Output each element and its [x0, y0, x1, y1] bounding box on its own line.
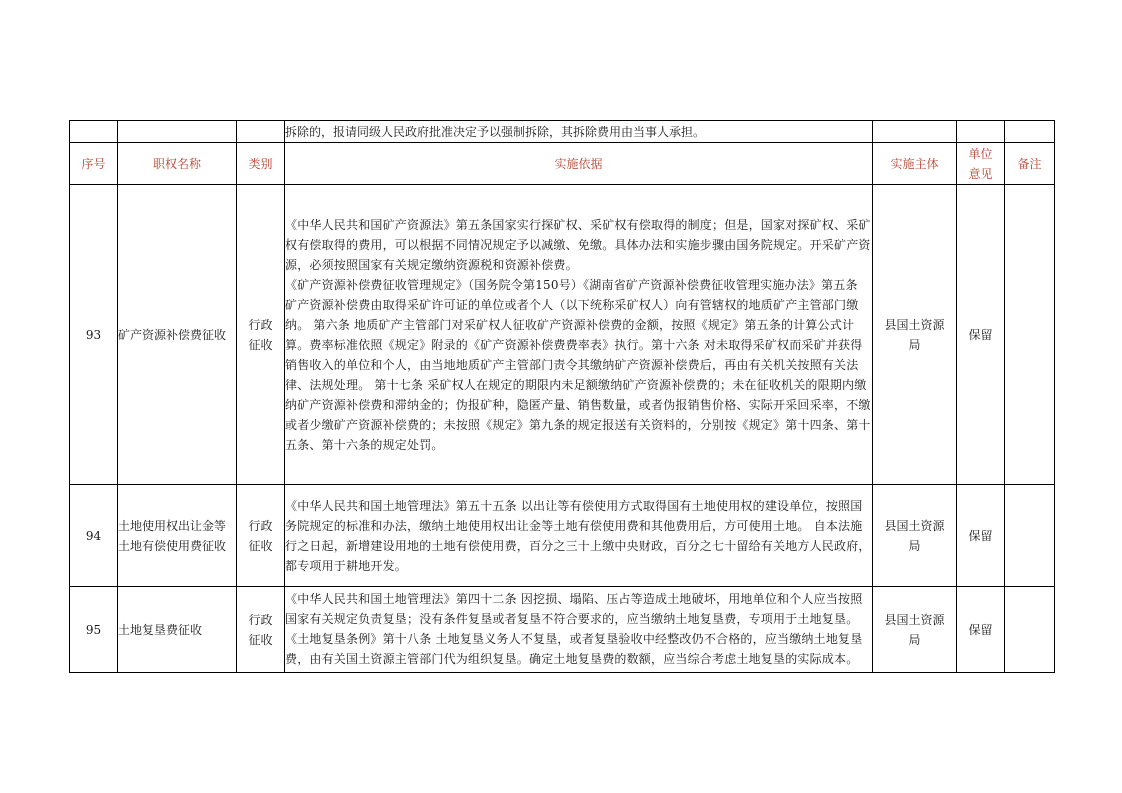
row-seq: 94 — [70, 485, 118, 587]
table-row — [70, 485, 1055, 587]
header-unit-opinion: 单位意见 — [957, 143, 1005, 185]
continued-row — [70, 121, 1055, 143]
row-basis — [285, 185, 873, 485]
row-opinion: 保留 — [957, 185, 1005, 485]
row-category: 行政征收 — [237, 185, 285, 485]
header-basis: 实施依据 — [285, 143, 873, 185]
continued-opinion-cell — [957, 121, 1005, 143]
row-subject: 县国土资源局 — [873, 587, 957, 673]
header-name: 职权名称 — [118, 143, 237, 185]
row-basis-clip — [285, 587, 872, 671]
row-seq: 93 — [70, 185, 118, 485]
header-category: 类别 — [237, 143, 285, 185]
continued-name-cell — [118, 121, 237, 143]
row-basis-p1: 《中华人民共和国矿产资源法》第五条国家实行探矿权、采矿权有偿取得的制度；但是，国家对探矿权、采矿权有偿取得的费用，可以根据不同情况规定予以减缴、免缴。具体办法和实施步骤由国务院规定。开采矿产资源，必须按照国家有关规定缴纳资源税和资源补偿费。 — [285, 217, 871, 272]
row-subject: 县国土资源局 — [873, 185, 957, 485]
row-basis-p1: 《中华人民共和国土地管理法》第四十二条 因挖损、塌陷、压占等造成土地破坏，用地单位和个人应当按照国家有关规定负责复垦；没有条件复垦或者复垦不符合要求的，应当缴纳土地复垦费，专项用于土地复垦。《土地复垦条例》第十八条 土地复垦义务人不复垦，或者复垦验收中经整改仍不合格的，应当缴纳土地复垦费，由有关国土资源主管部门代为组织复垦。确定土地复垦费的数额，应当综合考虑土地复垦的实际成本。 — [285, 592, 863, 666]
table-row — [70, 185, 1055, 485]
row-seq: 95 — [70, 587, 118, 673]
header-row — [70, 143, 1055, 185]
authority-table — [69, 120, 1055, 673]
row-basis-p1: 《中华人民共和国土地管理法》第五十五条 以出让等有偿使用方式取得国有土地使用权的建设单位，按照国务院规定的标准和办法，缴纳土地使用权出让金等土地有偿使用费和其他费用后，方可使用土地。 自本法施行之日起，新增建设用地的土地有偿使用费，百分之三十上缴中央财政，百分之七十留给有关地方人民政府，都专项用于耕地开发。 — [285, 498, 871, 573]
row-basis — [285, 587, 873, 673]
row-category: 行政征收 — [237, 587, 285, 673]
row-basis-p2: 《矿产资源补偿费征收管理规定》（国务院令第150号）《湖南省矿产资源补偿费征收管理实施办法》第五条 矿产资源补偿费由取得采矿许可证的单位或者个人（以下统称采矿权人）向有管辖权的地质矿产主管部门缴纳。 第六条 地质矿产主管部门对采矿权人征收矿产资源补偿费的金额，按照《规定》第五条的计算公式计算。费率标准依照《规定》附录的《矿产资源补偿费费率表》执行。第十六条 对未取得采矿权而采矿并获得销售收入的单位和个人，由当地地质矿产主管部门责令其缴纳矿产资源补偿费后，再由有关机关按照有关法律、法规处理。 第十七条 采矿权人在规定的期限内未足额缴纳矿产资源补偿费的；未在征收机关的限期内缴纳矿产资源补偿费和滞纳金的；伪报矿种，隐匿产量、销售数量，或者伪报销售价格、实际开采回采率，不缴或者少缴矿产资源补偿费的；未按照《规定》第九条的规定报送有关资料的，分别按《规定》第十四条、第十五条、第十六条的规定处罚。 — [285, 277, 871, 452]
continued-subject-cell — [873, 121, 957, 143]
continued-basis-text: 拆除的，报请同级人民政府批准决定予以强制拆除，其拆除费用由当事人承担。 — [285, 121, 873, 143]
row-name: 土地复垦费征收 — [118, 587, 237, 673]
row-remark — [1005, 185, 1055, 485]
row-opinion: 保留 — [957, 587, 1005, 673]
row-remark — [1005, 587, 1055, 673]
continued-seq-cell — [70, 121, 118, 143]
header-remark: 备注 — [1005, 143, 1055, 185]
row-name: 矿产资源补偿费征收 — [118, 185, 237, 485]
row-remark — [1005, 485, 1055, 587]
header-subject: 实施主体 — [873, 143, 957, 185]
continued-remark-cell — [1005, 121, 1055, 143]
header-seq: 序号 — [70, 143, 118, 185]
row-name: 土地使用权出让金等土地有偿使用费征收 — [118, 485, 237, 587]
row-category: 行政征收 — [237, 485, 285, 587]
table-row — [70, 587, 1055, 673]
continued-category-cell — [237, 121, 285, 143]
row-basis — [285, 485, 873, 587]
row-subject: 县国土资源局 — [873, 485, 957, 587]
row-opinion: 保留 — [957, 485, 1005, 587]
